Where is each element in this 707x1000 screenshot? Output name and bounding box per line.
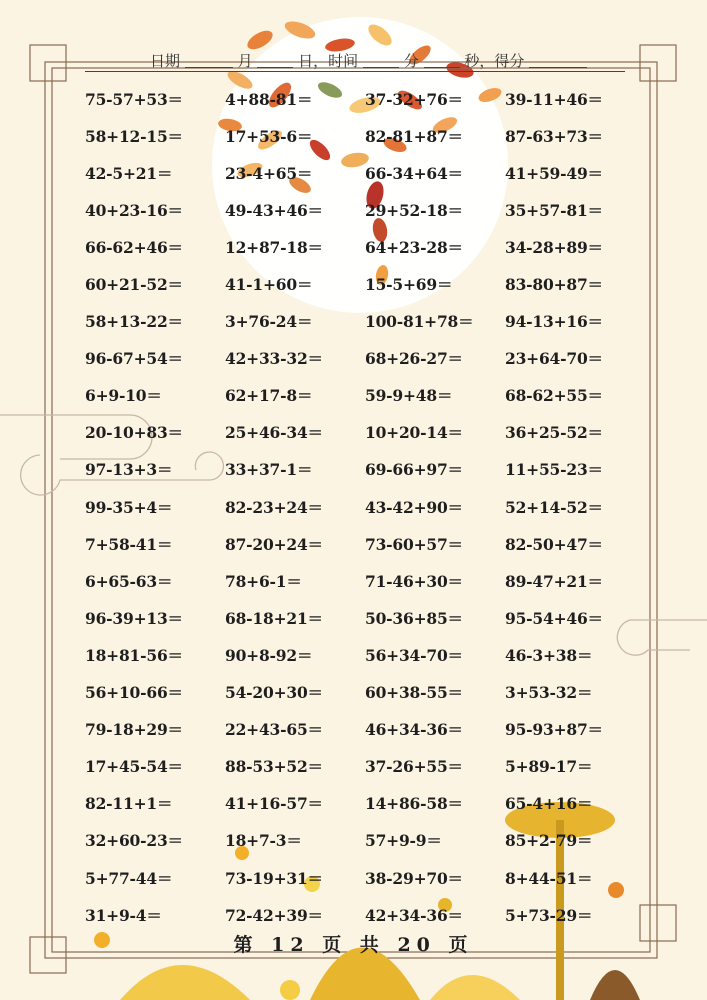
math-problem: 62+17-8＝: [225, 386, 313, 406]
math-problem: 38-29+70＝: [365, 868, 463, 888]
math-problem: 41-1+60＝: [225, 275, 313, 295]
math-problem: 60+38-55＝: [365, 683, 463, 703]
math-problem: 3+53-32＝: [505, 683, 593, 703]
math-problem: 15-5+69＝: [365, 275, 453, 295]
problem-row: [85, 303, 645, 340]
math-problem: 56+34-70＝: [365, 645, 463, 665]
math-problem: 73-60+57＝: [365, 534, 463, 554]
problem-row: [85, 488, 645, 525]
math-problem: 52+14-52＝: [505, 497, 603, 517]
math-problem: 10+20-14＝: [365, 423, 463, 443]
day-time-label: 日，时间: [298, 52, 359, 70]
math-problem: 73-19+31＝: [225, 868, 323, 888]
math-problem: 90+8-92＝: [225, 645, 313, 665]
math-problem: 40+23-16＝: [85, 200, 183, 220]
math-problem: 78+6-1＝: [225, 571, 302, 591]
score-blank: [529, 53, 587, 68]
math-problem: 46-3+38＝: [505, 645, 593, 665]
math-problem: 72-42+39＝: [225, 905, 323, 925]
math-problem: 89-47+21＝: [505, 571, 603, 591]
math-problem: 58+12-15＝: [85, 126, 183, 146]
math-problem: 41+59-49＝: [505, 163, 603, 183]
math-problem: 50-36+85＝: [365, 608, 463, 628]
math-problem: 42+33-32＝: [225, 349, 323, 369]
math-problem: 64+23-28＝: [365, 237, 463, 257]
math-problem: 5+77-44＝: [85, 868, 173, 888]
math-problem: 23-4+65＝: [225, 163, 313, 183]
math-problem: 41+16-57＝: [225, 794, 323, 814]
worksheet-header: [150, 50, 630, 71]
math-problem: 54-20+30＝: [225, 683, 323, 703]
math-problem: 96-39+13＝: [85, 608, 183, 628]
problem-row: [85, 414, 645, 451]
problem-row: [85, 748, 645, 785]
problem-row: [85, 896, 645, 933]
math-problem: 99-35+4＝: [85, 497, 173, 517]
math-problem: 95-54+46＝: [505, 608, 603, 628]
footer-mid: 页 共: [322, 934, 385, 956]
math-problem: 37-26+55＝: [365, 757, 463, 777]
math-problem: 32+60-23＝: [85, 831, 183, 851]
math-problem: 11+55-23＝: [505, 460, 603, 480]
current-page-number: 12: [271, 934, 310, 956]
math-problem: 94-13+16＝: [505, 312, 603, 332]
footer-suffix: 页: [448, 934, 474, 956]
math-problem: 17+45-54＝: [85, 757, 183, 777]
math-problem: 6+9-10＝: [85, 386, 162, 406]
footer-prefix: 第: [233, 934, 259, 956]
problem-row: [85, 711, 645, 748]
math-problem: 97-13+3＝: [85, 460, 173, 480]
math-problem: 59-9+48＝: [365, 386, 453, 406]
problem-row: [85, 636, 645, 673]
math-problem: 46+34-36＝: [365, 720, 463, 740]
total-page-number: 20: [397, 934, 436, 956]
math-problem: 68-62+55＝: [505, 386, 603, 406]
math-problem: 57+9-9＝: [365, 831, 442, 851]
math-problem: 33+37-1＝: [225, 460, 313, 480]
math-problem: 82-81+87＝: [365, 126, 463, 146]
problem-row: [85, 562, 645, 599]
problem-row: [85, 265, 645, 302]
math-problem: 12+87-18＝: [225, 237, 323, 257]
math-problem: 42+34-36＝: [365, 905, 463, 925]
math-problem: 29+52-18＝: [365, 200, 463, 220]
math-problem: 42-5+21＝: [85, 163, 173, 183]
math-problem: 68-18+21＝: [225, 608, 323, 628]
minute-blank: [363, 53, 399, 68]
math-problem: 79-18+29＝: [85, 720, 183, 740]
math-problem: 23+64-70＝: [505, 349, 603, 369]
math-problem: 58+13-22＝: [85, 312, 183, 332]
math-problem: 22+43-65＝: [225, 720, 323, 740]
problem-row: [85, 191, 645, 228]
math-problem: 25+46-34＝: [225, 423, 323, 443]
problem-row: [85, 80, 645, 117]
math-problem: 66-62+46＝: [85, 237, 183, 257]
math-problem: 82-50+47＝: [505, 534, 603, 554]
math-problem: 4+88-81＝: [225, 89, 313, 109]
math-problem: 39-11+46＝: [505, 89, 603, 109]
math-problem: 5+73-29＝: [505, 905, 593, 925]
problem-row: [85, 785, 645, 822]
math-problem: 20-10+83＝: [85, 423, 183, 443]
math-problem: 35+57-81＝: [505, 200, 603, 220]
problem-row: [85, 340, 645, 377]
math-problem: 7+58-41＝: [85, 534, 173, 554]
math-problem: 82-23+24＝: [225, 497, 323, 517]
problem-row: [85, 228, 645, 265]
math-problem: 96-67+54＝: [85, 349, 183, 369]
math-problem: 68+26-27＝: [365, 349, 463, 369]
math-problem: 56+10-66＝: [85, 683, 183, 703]
math-problem: 85+2-79＝: [505, 831, 593, 851]
problem-row: [85, 822, 645, 859]
math-problem: 18+7-3＝: [225, 831, 302, 851]
math-problem: 6+65-63＝: [85, 571, 173, 591]
math-problem: 34-28+89＝: [505, 237, 603, 257]
math-problem: 65-4+16＝: [505, 794, 593, 814]
math-problem: 3+76-24＝: [225, 312, 313, 332]
month-label: 月: [237, 52, 253, 70]
math-problem: 31+9-4＝: [85, 905, 162, 925]
problem-row: [85, 117, 645, 154]
math-problem: 82-11+1＝: [85, 794, 173, 814]
problem-row: [85, 451, 645, 488]
math-problem: 83-80+87＝: [505, 275, 603, 295]
math-problem: 69-66+97＝: [365, 460, 463, 480]
math-problem: 95-93+87＝: [505, 720, 603, 740]
math-problem: 88-53+52＝: [225, 757, 323, 777]
math-problem: 18+81-56＝: [85, 645, 183, 665]
math-problem: 17+53-6＝: [225, 126, 313, 146]
math-problem: 5+89-17＝: [505, 757, 593, 777]
math-problem: 100-81+78＝: [365, 312, 474, 332]
minute-label: 分: [403, 52, 419, 70]
math-problem: 75-57+53＝: [85, 89, 183, 109]
month-blank: [185, 53, 233, 68]
second-score-label: 秒，得分: [464, 52, 525, 70]
problem-row: [85, 599, 645, 636]
day-blank: [257, 53, 293, 68]
math-problem: 71-46+30＝: [365, 571, 463, 591]
math-problem: 66-34+64＝: [365, 163, 463, 183]
problem-row: [85, 377, 645, 414]
problem-row: [85, 525, 645, 562]
problem-row: [85, 674, 645, 711]
math-problem: 49-43+46＝: [225, 200, 323, 220]
math-problem: 87-20+24＝: [225, 534, 323, 554]
header-underline: [85, 71, 625, 72]
problem-row: [85, 859, 645, 896]
math-problem: 8+44-51＝: [505, 868, 593, 888]
math-problem: 87-63+73＝: [505, 126, 603, 146]
second-blank: [424, 53, 460, 68]
problem-grid: [85, 80, 645, 933]
page-footer: [0, 930, 707, 957]
math-problem: 37-32+76＝: [365, 89, 463, 109]
math-problem: 60+21-52＝: [85, 275, 183, 295]
problem-row: [85, 154, 645, 191]
math-problem: 43-42+90＝: [365, 497, 463, 517]
math-problem: 36+25-52＝: [505, 423, 603, 443]
math-problem: 14+86-58＝: [365, 794, 463, 814]
date-label: 日期: [150, 52, 181, 70]
